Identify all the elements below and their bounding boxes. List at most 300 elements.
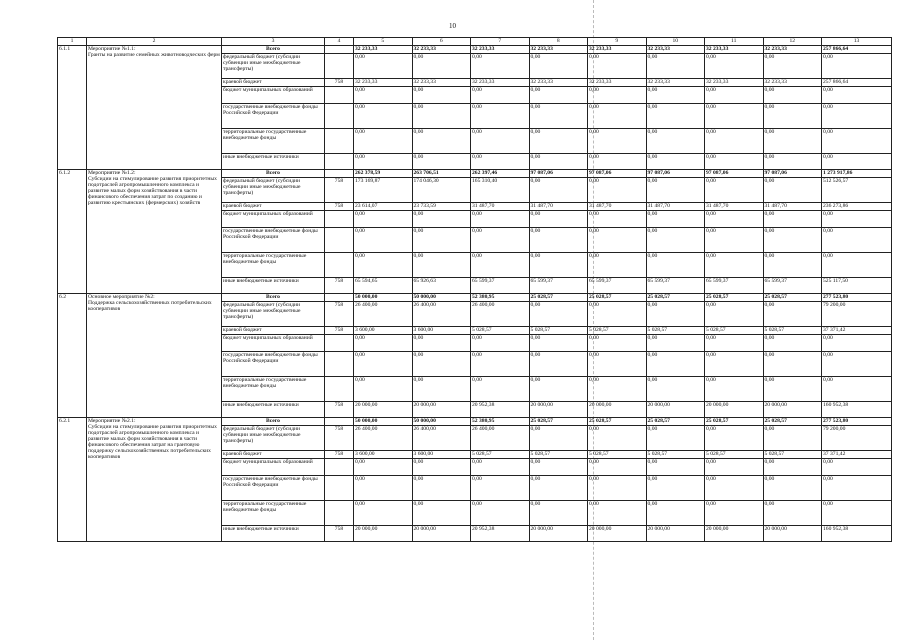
section-total-row	[58, 170, 892, 178]
amount-cell: 23 733,59	[412, 203, 471, 211]
funding-source: бюджет муниципальных образований	[222, 211, 325, 228]
amount-cell: 0,00	[705, 104, 764, 129]
total-amount-cell: 236 273,86	[822, 203, 892, 211]
amount-cell: 52 380,95	[471, 418, 530, 426]
amount-cell: 20 952,38	[471, 402, 530, 418]
amount-cell: 0,00	[646, 228, 705, 253]
budget-code	[325, 253, 354, 278]
amount-cell: 32 233,33	[529, 79, 588, 87]
funding-source: государственные внебюджетные фонды Российской Федерации	[222, 352, 325, 377]
funding-source: бюджет муниципальных образований	[222, 87, 325, 104]
budget-code	[325, 170, 354, 178]
budget-code: 758	[325, 426, 354, 451]
funding-source: федеральный бюджет (субсидии субвенции иные межбюджетные трансферты)	[222, 54, 325, 79]
amount-cell: 174 046,30	[412, 178, 471, 203]
funding-source: федеральный бюджет (субсидии субвенции иные межбюджетные трансферты)	[222, 178, 325, 203]
amount-cell: 0,00	[588, 178, 647, 203]
amount-cell: 0,00	[471, 335, 530, 352]
budget-code	[325, 294, 354, 302]
amount-cell: 0,00	[471, 352, 530, 377]
funding-source: федеральный бюджет (субсидии субвенции иные межбюджетные трансферты)	[222, 426, 325, 451]
amount-cell: 20 000,00	[588, 526, 647, 542]
amount-cell: 0,00	[471, 154, 530, 170]
total-amount-cell: 37 371,42	[822, 451, 892, 459]
amount-cell: 0,00	[529, 54, 588, 79]
total-amount-cell: 37 371,42	[822, 327, 892, 335]
amount-cell: 65 599,37	[763, 278, 822, 294]
total-amount-cell: 277 523,80	[822, 418, 892, 426]
amount-cell: 0,00	[354, 228, 413, 253]
amount-cell: 0,00	[529, 129, 588, 154]
amount-cell: 0,00	[588, 104, 647, 129]
amount-cell: 0,00	[412, 377, 471, 402]
amount-cell: 0,00	[529, 178, 588, 203]
amount-cell: 32 233,33	[354, 46, 413, 54]
amount-cell: 5 028,57	[529, 327, 588, 335]
amount-cell: 0,00	[705, 377, 764, 402]
amount-cell: 0,00	[529, 352, 588, 377]
column-number: 5	[354, 38, 413, 46]
budget-code	[325, 46, 354, 54]
total-amount-cell: 0,00	[822, 54, 892, 79]
amount-cell: 20 000,00	[705, 526, 764, 542]
amount-cell: 65 599,37	[705, 278, 764, 294]
amount-cell: 65 599,37	[529, 278, 588, 294]
amount-cell: 0,00	[354, 211, 413, 228]
amount-cell: 0,00	[763, 302, 822, 327]
amount-cell: 0,00	[646, 87, 705, 104]
amount-cell: 26 400,00	[354, 302, 413, 327]
amount-cell: 0,00	[471, 129, 530, 154]
amount-cell: 31 487,70	[588, 203, 647, 211]
total-amount-cell: 0,00	[822, 352, 892, 377]
amount-cell: 0,00	[646, 377, 705, 402]
budget-code	[325, 418, 354, 426]
funding-source: иные внебюджетные источники	[222, 526, 325, 542]
amount-cell: 5 028,57	[646, 327, 705, 335]
column-number: 10	[646, 38, 705, 46]
budget-code	[325, 377, 354, 402]
amount-cell: 0,00	[529, 104, 588, 129]
amount-cell: 0,00	[588, 476, 647, 501]
amount-cell: 0,00	[529, 87, 588, 104]
budget-code	[325, 228, 354, 253]
amount-cell: 0,00	[646, 211, 705, 228]
amount-cell: 0,00	[588, 154, 647, 170]
amount-cell: 0,00	[588, 253, 647, 278]
amount-cell: 0,00	[705, 253, 764, 278]
column-number: 9	[588, 38, 647, 46]
total-amount-cell: 257 866,64	[822, 46, 892, 54]
amount-cell: 173 169,87	[354, 178, 413, 203]
amount-cell: 25 028,57	[763, 418, 822, 426]
amount-cell: 0,00	[354, 253, 413, 278]
amount-cell: 262 397,46	[471, 170, 530, 178]
amount-cell: 0,00	[763, 87, 822, 104]
amount-cell: 0,00	[354, 459, 413, 476]
amount-cell: 0,00	[588, 459, 647, 476]
funding-source: Всего	[222, 46, 325, 54]
page-number: 10	[449, 22, 456, 30]
funding-source: бюджет муниципальных образований	[222, 459, 325, 476]
amount-cell: 0,00	[646, 426, 705, 451]
amount-cell: 0,00	[471, 501, 530, 526]
amount-cell: 0,00	[646, 54, 705, 79]
amount-cell: 20 952,38	[471, 526, 530, 542]
section-code: 6.1.2	[58, 170, 87, 294]
budget-code	[325, 129, 354, 154]
amount-cell: 0,00	[705, 87, 764, 104]
total-amount-cell: 0,00	[822, 104, 892, 129]
amount-cell: 0,00	[412, 211, 471, 228]
amount-cell: 25 028,57	[646, 418, 705, 426]
amount-cell: 20 000,00	[646, 526, 705, 542]
amount-cell: 0,00	[763, 459, 822, 476]
amount-cell: 0,00	[763, 54, 822, 79]
amount-cell: 20 000,00	[529, 526, 588, 542]
amount-cell: 25 028,57	[588, 294, 647, 302]
column-number: 3	[222, 38, 325, 46]
amount-cell: 0,00	[471, 377, 530, 402]
total-amount-cell: 0,00	[822, 87, 892, 104]
amount-cell: 0,00	[471, 459, 530, 476]
column-number: 7	[471, 38, 530, 46]
amount-cell: 31 487,70	[705, 203, 764, 211]
amount-cell: 0,00	[588, 228, 647, 253]
budget-code: 758	[325, 451, 354, 459]
amount-cell: 0,00	[412, 154, 471, 170]
amount-cell: 0,00	[705, 211, 764, 228]
budget-code	[325, 211, 354, 228]
amount-cell: 0,00	[354, 335, 413, 352]
total-amount-cell: 79 200,00	[822, 426, 892, 451]
section-title: Мероприятие №1.1: Гранты на развитие семейных животноводческих ферм	[87, 46, 222, 170]
amount-cell: 0,00	[588, 129, 647, 154]
amount-cell: 32 233,33	[354, 79, 413, 87]
column-number: 11	[705, 38, 764, 46]
amount-cell: 0,00	[763, 501, 822, 526]
amount-cell: 0,00	[529, 228, 588, 253]
amount-cell: 0,00	[763, 178, 822, 203]
amount-cell: 32 233,33	[646, 46, 705, 54]
amount-cell: 5 028,57	[588, 327, 647, 335]
section-total-row	[58, 418, 892, 426]
amount-cell: 0,00	[646, 178, 705, 203]
amount-cell: 3 600,00	[412, 327, 471, 335]
amount-cell: 0,00	[763, 228, 822, 253]
budget-code: 758	[325, 302, 354, 327]
amount-cell: 65 594,65	[354, 278, 413, 294]
amount-cell: 0,00	[705, 501, 764, 526]
amount-cell: 25 028,57	[705, 418, 764, 426]
amount-cell: 3 600,00	[412, 451, 471, 459]
funding-source: иные внебюджетные источники	[222, 154, 325, 170]
amount-cell: 20 000,00	[588, 402, 647, 418]
amount-cell: 0,00	[529, 302, 588, 327]
amount-cell: 23 614,07	[354, 203, 413, 211]
funding-source: государственные внебюджетные фонды Российской Федерации	[222, 476, 325, 501]
amount-cell: 26 400,00	[412, 302, 471, 327]
amount-cell: 25 028,57	[529, 418, 588, 426]
amount-cell: 32 233,33	[471, 79, 530, 87]
total-amount-cell: 277 523,80	[822, 294, 892, 302]
budget-code	[325, 459, 354, 476]
amount-cell: 97 087,06	[763, 170, 822, 178]
funding-source: федеральный бюджет (субсидии субвенции иные межбюджетные трансферты)	[222, 302, 325, 327]
total-amount-cell: 512 526,57	[822, 178, 892, 203]
budget-table-body	[58, 38, 892, 542]
amount-cell: 32 233,33	[705, 79, 764, 87]
amount-cell: 3 600,00	[354, 327, 413, 335]
budget-code	[325, 501, 354, 526]
amount-cell: 0,00	[471, 476, 530, 501]
amount-cell: 0,00	[412, 129, 471, 154]
total-amount-cell: 0,00	[822, 377, 892, 402]
amount-cell: 0,00	[529, 335, 588, 352]
amount-cell: 0,00	[588, 501, 647, 526]
amount-cell: 0,00	[763, 476, 822, 501]
amount-cell: 0,00	[354, 129, 413, 154]
amount-cell: 50 000,00	[412, 294, 471, 302]
amount-cell: 0,00	[588, 352, 647, 377]
amount-cell: 0,00	[588, 377, 647, 402]
column-number: 1	[58, 38, 87, 46]
column-number: 6	[412, 38, 471, 46]
amount-cell: 32 233,33	[588, 46, 647, 54]
amount-cell: 5 028,57	[763, 327, 822, 335]
amount-cell: 32 233,33	[529, 46, 588, 54]
amount-cell: 0,00	[763, 104, 822, 129]
amount-cell: 0,00	[705, 154, 764, 170]
budget-code	[325, 87, 354, 104]
column-number: 13	[822, 38, 892, 46]
column-number: 8	[529, 38, 588, 46]
amount-cell: 0,00	[705, 54, 764, 79]
amount-cell: 0,00	[705, 459, 764, 476]
amount-cell: 5 028,57	[705, 451, 764, 459]
total-amount-cell: 0,00	[822, 459, 892, 476]
amount-cell: 0,00	[529, 253, 588, 278]
amount-cell: 0,00	[705, 476, 764, 501]
amount-cell: 26 400,00	[354, 426, 413, 451]
amount-cell: 0,00	[529, 211, 588, 228]
total-amount-cell: 160 952,38	[822, 526, 892, 542]
amount-cell: 20 000,00	[705, 402, 764, 418]
amount-cell: 0,00	[705, 352, 764, 377]
amount-cell: 20 000,00	[529, 402, 588, 418]
budget-code	[325, 476, 354, 501]
budget-code	[325, 154, 354, 170]
section-total-row	[58, 46, 892, 54]
total-amount-cell: 0,00	[822, 335, 892, 352]
amount-cell: 25 028,57	[705, 294, 764, 302]
amount-cell: 20 000,00	[646, 402, 705, 418]
amount-cell: 0,00	[705, 302, 764, 327]
amount-cell: 32 233,33	[412, 46, 471, 54]
amount-cell: 0,00	[763, 129, 822, 154]
amount-cell: 0,00	[412, 54, 471, 79]
funding-source: Всего	[222, 170, 325, 178]
total-amount-cell: 0,00	[822, 476, 892, 501]
amount-cell: 20 000,00	[412, 526, 471, 542]
amount-cell: 5 028,57	[471, 327, 530, 335]
column-number: 2	[87, 38, 222, 46]
amount-cell: 5 028,57	[763, 451, 822, 459]
total-amount-cell: 0,00	[822, 211, 892, 228]
budget-table	[57, 37, 892, 542]
amount-cell: 97 087,06	[529, 170, 588, 178]
amount-cell: 32 233,33	[471, 46, 530, 54]
total-amount-cell: 79 200,00	[822, 302, 892, 327]
budget-code: 758	[325, 79, 354, 87]
amount-cell: 0,00	[588, 54, 647, 79]
column-number: 12	[763, 38, 822, 46]
amount-cell: 0,00	[763, 352, 822, 377]
amount-cell: 0,00	[412, 228, 471, 253]
amount-cell: 0,00	[588, 211, 647, 228]
section-title: Основное мероприятие №2: Поддержка сельскохозяйственных потребительских кооперативов	[87, 294, 222, 418]
funding-source: бюджет муниципальных образований	[222, 335, 325, 352]
amount-cell: 0,00	[471, 253, 530, 278]
amount-cell: 0,00	[412, 253, 471, 278]
amount-cell: 50 000,00	[354, 418, 413, 426]
amount-cell: 0,00	[763, 426, 822, 451]
funding-source: Всего	[222, 294, 325, 302]
amount-cell: 20 000,00	[354, 526, 413, 542]
amount-cell: 26 400,00	[471, 302, 530, 327]
amount-cell: 0,00	[588, 335, 647, 352]
amount-cell: 0,00	[529, 459, 588, 476]
budget-code: 758	[325, 327, 354, 335]
funding-source: государственные внебюджетные фонды Российской Федерации	[222, 104, 325, 129]
amount-cell: 0,00	[412, 501, 471, 526]
amount-cell: 25 028,57	[588, 418, 647, 426]
amount-cell: 0,00	[763, 211, 822, 228]
budget-code: 758	[325, 402, 354, 418]
amount-cell: 0,00	[412, 459, 471, 476]
total-amount-cell: 160 952,38	[822, 402, 892, 418]
amount-cell: 5 028,57	[529, 451, 588, 459]
section-title: Мероприятие №1.2: Субсидии на стимулирование развития приоритетных подотраслей агропромышленного комплекса и развитие малых форм хозяйствования в части финансового обеспечения затрат по созданию и развитию крестьянских (фермерских) хозяйств	[87, 170, 222, 294]
amount-cell: 0,00	[646, 154, 705, 170]
funding-source: территориальные государственные внебюджетные фонды	[222, 129, 325, 154]
total-amount-cell: 0,00	[822, 154, 892, 170]
funding-source: территориальные государственные внебюджетные фонды	[222, 501, 325, 526]
amount-cell: 3 600,00	[354, 451, 413, 459]
funding-source: Всего	[222, 418, 325, 426]
amount-cell: 31 487,70	[529, 203, 588, 211]
amount-cell: 0,00	[646, 501, 705, 526]
amount-cell: 50 000,00	[354, 294, 413, 302]
amount-cell: 50 000,00	[412, 418, 471, 426]
amount-cell: 5 028,57	[646, 451, 705, 459]
amount-cell: 25 028,57	[646, 294, 705, 302]
amount-cell: 32 233,33	[646, 79, 705, 87]
funding-source: краевой бюджет	[222, 79, 325, 87]
funding-source: иные внебюджетные источники	[222, 402, 325, 418]
amount-cell: 0,00	[471, 87, 530, 104]
amount-cell: 0,00	[763, 154, 822, 170]
column-number: 4	[325, 38, 354, 46]
budget-code: 758	[325, 526, 354, 542]
amount-cell: 32 233,33	[412, 79, 471, 87]
total-amount-cell: 525 117,50	[822, 278, 892, 294]
total-amount-cell: 257 866,64	[822, 79, 892, 87]
amount-cell: 0,00	[646, 104, 705, 129]
section-total-row	[58, 294, 892, 302]
total-amount-cell: 1 273 917,86	[822, 170, 892, 178]
amount-cell: 32 233,33	[588, 79, 647, 87]
amount-cell: 165 310,40	[471, 178, 530, 203]
amount-cell: 32 233,33	[763, 46, 822, 54]
amount-cell: 0,00	[354, 87, 413, 104]
funding-source: территориальные государственные внебюджетные фонды	[222, 253, 325, 278]
amount-cell: 20 000,00	[412, 402, 471, 418]
funding-source: государственные внебюджетные фонды Российской Федерации	[222, 228, 325, 253]
amount-cell: 0,00	[646, 352, 705, 377]
amount-cell: 0,00	[354, 154, 413, 170]
amount-cell: 0,00	[646, 335, 705, 352]
section-title: Мероприятие №2.1: Субсидии на стимулирование развития приоритетных подотраслей агропромышленного комплекса и развитие малых форм хозяйствования в части финансового обеспечения затрат на грантовую поддержку сельскохозяйственных потребительских кооперативов	[87, 418, 222, 542]
section-code: 6.2.1	[58, 418, 87, 542]
funding-source: территориальные государственные внебюджетные фонды	[222, 377, 325, 402]
amount-cell: 0,00	[529, 426, 588, 451]
amount-cell: 32 233,33	[705, 46, 764, 54]
amount-cell: 0,00	[471, 54, 530, 79]
amount-cell: 0,00	[646, 129, 705, 154]
amount-cell: 0,00	[705, 426, 764, 451]
amount-cell: 0,00	[412, 335, 471, 352]
amount-cell: 31 487,70	[646, 203, 705, 211]
funding-source: краевой бюджет	[222, 451, 325, 459]
amount-cell: 0,00	[705, 178, 764, 203]
section-code: 6.1.1	[58, 46, 87, 170]
amount-cell: 0,00	[646, 302, 705, 327]
budget-code	[325, 104, 354, 129]
amount-cell: 0,00	[763, 377, 822, 402]
funding-source: краевой бюджет	[222, 203, 325, 211]
amount-cell: 0,00	[588, 87, 647, 104]
amount-cell: 0,00	[354, 476, 413, 501]
amount-cell: 0,00	[412, 87, 471, 104]
amount-cell: 97 087,06	[588, 170, 647, 178]
amount-cell: 0,00	[646, 459, 705, 476]
amount-cell: 0,00	[412, 104, 471, 129]
amount-cell: 5 028,57	[705, 327, 764, 335]
column-number-row	[58, 38, 892, 46]
funding-source: краевой бюджет	[222, 327, 325, 335]
amount-cell: 0,00	[705, 228, 764, 253]
funding-source: иные внебюджетные источники	[222, 278, 325, 294]
amount-cell: 65 599,37	[646, 278, 705, 294]
amount-cell: 65 599,37	[588, 278, 647, 294]
budget-code: 758	[325, 203, 354, 211]
amount-cell: 0,00	[529, 476, 588, 501]
amount-cell: 0,00	[529, 154, 588, 170]
amount-cell: 0,00	[354, 377, 413, 402]
amount-cell: 0,00	[763, 335, 822, 352]
section-code: 6.2	[58, 294, 87, 418]
amount-cell: 0,00	[529, 501, 588, 526]
amount-cell: 5 028,57	[588, 451, 647, 459]
amount-cell: 0,00	[588, 302, 647, 327]
total-amount-cell: 0,00	[822, 253, 892, 278]
amount-cell: 26 400,00	[471, 426, 530, 451]
amount-cell: 0,00	[588, 426, 647, 451]
amount-cell: 0,00	[471, 211, 530, 228]
amount-cell: 263 706,51	[412, 170, 471, 178]
amount-cell: 25 028,57	[763, 294, 822, 302]
